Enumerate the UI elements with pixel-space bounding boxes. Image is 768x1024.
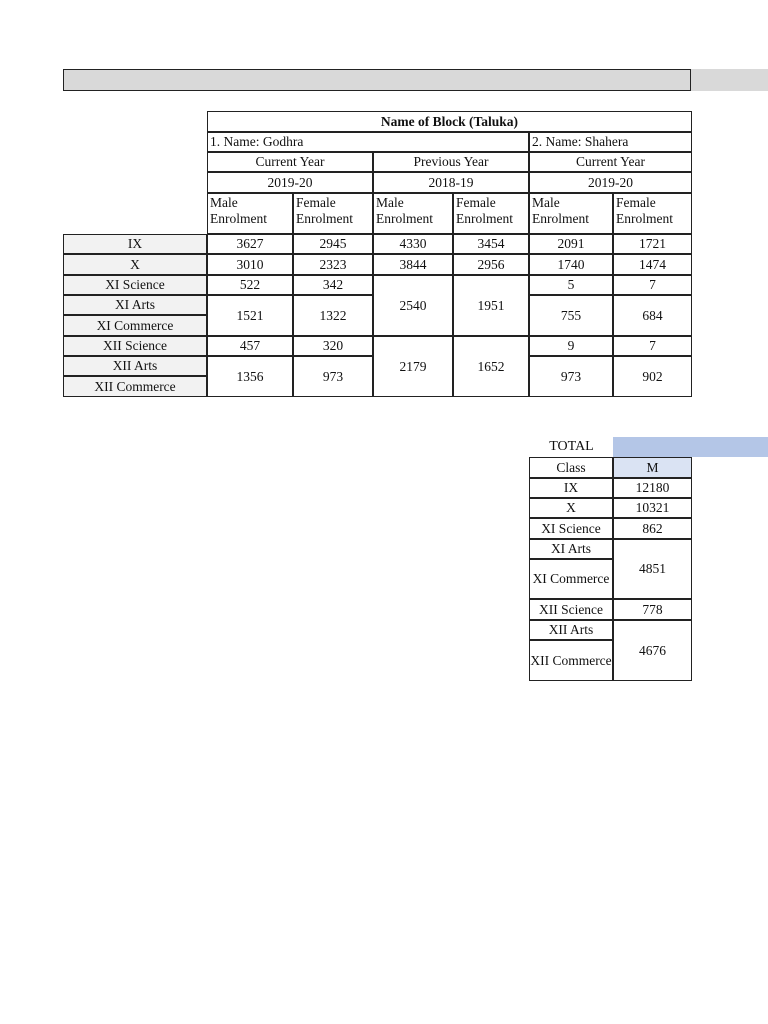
total-cell: 778 bbox=[613, 599, 692, 620]
male-enrolment-header: Male Enrolment bbox=[529, 193, 613, 234]
total-row-label-xii-commerce: XII Commerce bbox=[529, 640, 613, 681]
table-cell: 2179 bbox=[373, 336, 453, 397]
row-label-xi-arts: XI Arts bbox=[63, 295, 207, 315]
class-header: Class bbox=[529, 457, 613, 478]
total-cell: 4676 bbox=[613, 620, 692, 681]
table-cell: 2323 bbox=[293, 254, 373, 275]
block2-name: 2. Name: Shahera bbox=[529, 132, 692, 152]
row-label-xii-science: XII Science bbox=[63, 336, 207, 356]
total-row-label-xi-commerce: XI Commerce bbox=[529, 559, 613, 599]
table-cell: 457 bbox=[207, 336, 293, 356]
table-cell: 902 bbox=[613, 356, 692, 397]
table-cell: 3844 bbox=[373, 254, 453, 275]
total-row-label-xi-science: XI Science bbox=[529, 518, 613, 539]
total-highlight bbox=[613, 437, 768, 457]
table-cell: 2945 bbox=[293, 234, 373, 254]
table-cell: 3010 bbox=[207, 254, 293, 275]
table-cell: 342 bbox=[293, 275, 373, 295]
row-label-x: X bbox=[63, 254, 207, 275]
table-cell: 3627 bbox=[207, 234, 293, 254]
total-row-label-ix: IX bbox=[529, 478, 613, 498]
table-cell: 973 bbox=[529, 356, 613, 397]
table-cell: 973 bbox=[293, 356, 373, 397]
female-enrolment-header: Female Enrolment bbox=[613, 193, 692, 234]
table-cell: 4330 bbox=[373, 234, 453, 254]
table-cell: 522 bbox=[207, 275, 293, 295]
table-cell: 320 bbox=[293, 336, 373, 356]
current-year-label: Current Year bbox=[207, 152, 373, 172]
total-row-label-xii-arts: XII Arts bbox=[529, 620, 613, 640]
header-bar bbox=[63, 69, 691, 91]
block1-name: 1. Name: Godhra bbox=[207, 132, 529, 152]
row-label-xii-commerce: XII Commerce bbox=[63, 376, 207, 397]
table-cell: 5 bbox=[529, 275, 613, 295]
total-title: TOTAL bbox=[549, 439, 594, 454]
total-cell: 10321 bbox=[613, 498, 692, 518]
row-label-xi-commerce: XI Commerce bbox=[63, 315, 207, 336]
total-row-label-xii-science: XII Science bbox=[529, 599, 613, 620]
row-label-xi-science: XI Science bbox=[63, 275, 207, 295]
row-label-ix: IX bbox=[63, 234, 207, 254]
table-cell: 1474 bbox=[613, 254, 692, 275]
previous-year-label: Previous Year bbox=[373, 152, 529, 172]
table-cell: 2540 bbox=[373, 275, 453, 336]
table-cell: 1652 bbox=[453, 336, 529, 397]
table-cell: 7 bbox=[613, 336, 692, 356]
row-label-xii-arts: XII Arts bbox=[63, 356, 207, 376]
table-cell: 1521 bbox=[207, 295, 293, 336]
year-previous: 2018-19 bbox=[373, 172, 529, 193]
total-cell: 12180 bbox=[613, 478, 692, 498]
total-row-label-xi-arts: XI Arts bbox=[529, 539, 613, 559]
table-cell: 3454 bbox=[453, 234, 529, 254]
m-header: M bbox=[613, 457, 692, 478]
table-cell: 684 bbox=[613, 295, 692, 336]
table-cell: 1951 bbox=[453, 275, 529, 336]
female-enrolment-header: Female Enrolment bbox=[453, 193, 529, 234]
total-row-label-x: X bbox=[529, 498, 613, 518]
table-cell: 2091 bbox=[529, 234, 613, 254]
table-cell: 2956 bbox=[453, 254, 529, 275]
year-current-2: 2019-20 bbox=[529, 172, 692, 193]
female-enrolment-header: Female Enrolment bbox=[293, 193, 373, 234]
total-cell: 862 bbox=[613, 518, 692, 539]
table-cell: 755 bbox=[529, 295, 613, 336]
table-cell: 1721 bbox=[613, 234, 692, 254]
block-table-title: Name of Block (Taluka) bbox=[207, 111, 692, 132]
male-enrolment-header: Male Enrolment bbox=[207, 193, 293, 234]
table-cell: 1356 bbox=[207, 356, 293, 397]
male-enrolment-header: Male Enrolment bbox=[373, 193, 453, 234]
table-cell: 9 bbox=[529, 336, 613, 356]
table-cell: 1322 bbox=[293, 295, 373, 336]
total-cell: 4851 bbox=[613, 539, 692, 599]
year-current: 2019-20 bbox=[207, 172, 373, 193]
table-cell: 1740 bbox=[529, 254, 613, 275]
header-bar-extension bbox=[691, 69, 768, 91]
table-cell: 7 bbox=[613, 275, 692, 295]
current-year-label-2: Current Year bbox=[529, 152, 692, 172]
